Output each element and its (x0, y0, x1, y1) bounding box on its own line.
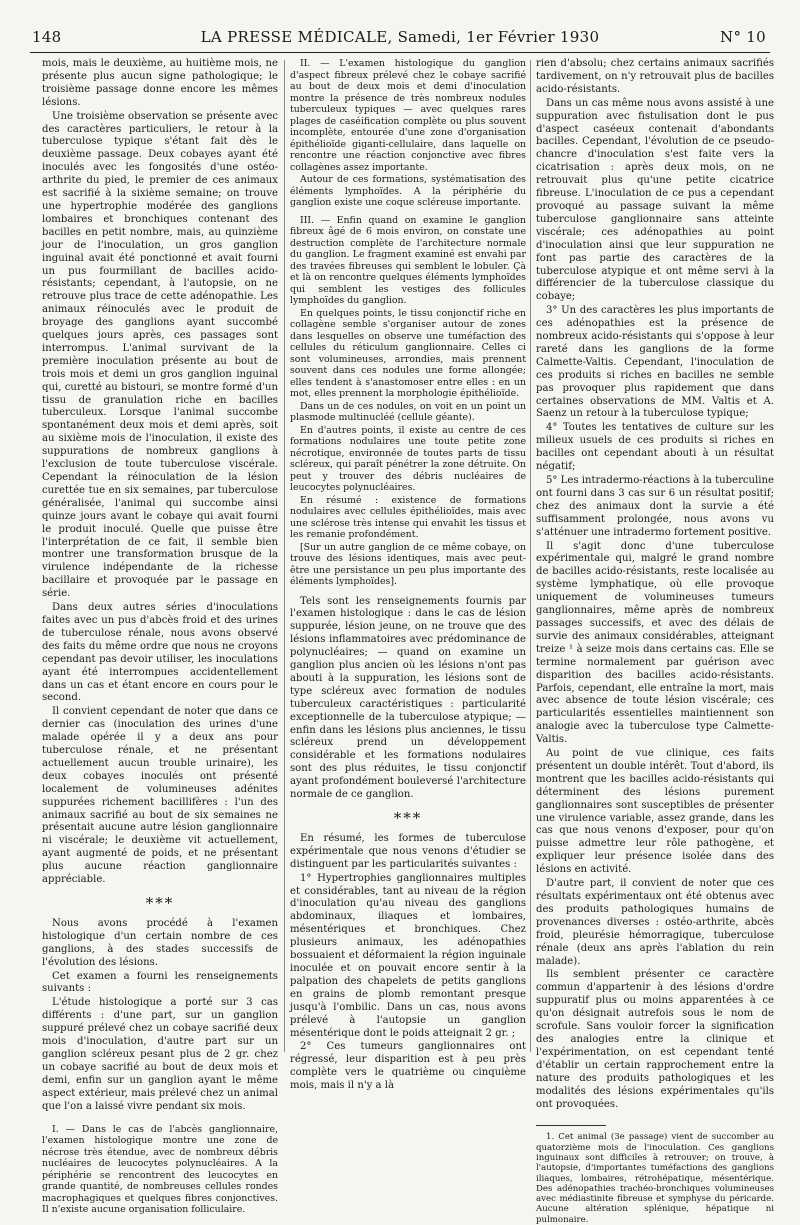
paragraph: III. — Enfin quand on examine le ganglion fibreux âgé de 6 mois environ, on constate une destruction complète de l'architecture normale du ganglion. Le fragment examiné est envahi par des travées fibreuses qui semblent le lobuler. Çà et là on rencontre quelques éléments lymphoïdes qui semblent les vestiges des follicules lymphoïdes du ganglion. (290, 214, 526, 306)
paragraph: rien d'absolu; chez certains animaux sacrifiés tardivement, on n'y retrouvait plus de bacilles acido-résistants. (536, 58, 774, 95)
paragraph: En d'autres points, il existe au centre de ces formations nodulaires une toute petite zone nécrotique, environnée de toutes parts de tissu scléreux, qui paraît pénétrer la zone détruite. On peut y trouver des débris nucléaires de leucocytes polynucléaires. (290, 424, 526, 493)
page-number: 148 (32, 28, 62, 46)
issue-number: N° 10 (720, 28, 766, 46)
paragraph: Autour de ces formations, systématisation des éléments lymphoïdes. A la périphérie du ganglion existe une coque scléreuse importante. (290, 174, 526, 208)
paragraph: [Sur un autre ganglion de ce même cobaye, on trouve des lésions identiques, mais avec peut-être une persistance un peu plus importante des éléments lymphoïdes]. (290, 541, 526, 587)
paragraph: Il s'agit donc d'une tuberculose expérimentale qui, malgré le grand nombre de bacilles acido-résistants, reste localisée au système lymphatique, où elle provoque uniquement de volumineuses tumeurs ganglionnaires, même après de nombreux passages successifs, et avec des délais de survie des animaux considérables, atteignant treize ¹ à seize mois dans certains cas. Elle se termine normalement par guérison avec disparition des bacilles acido-résistants. Parfois, cependant, elle entraîne la mort, mais avec absence de toute lésion viscérale; ces particularités essentielles maintiennent son analogie avec la tuberculose type Calmette-Valtis. (536, 540, 774, 746)
paragraph: 2° Ces tumeurs ganglionnaires ont régressé, leur disparition est à peu près complète vers le quatrième ou cinquième mois, mais il n'y a là (290, 1041, 526, 1092)
section-separator: *** (393, 809, 423, 827)
footnote (536, 1132, 774, 1225)
paragraph: Dans un cas même nous avons assisté à une suppuration avec fistulisation dont le pus d'aspect caséeux contenait d'abondants bacilles. Cependant, l'évolution de ce pseudo-chancre d'inoculation s'est faite vers la cicatrisation : après deux mois, on ne retrouvait plus qu'une petite cicatrice fibreuse. L'inoculation de ce pus a cependant provoqué au passage suivant la même tuberculose ganglionnaire sans atteinte viscérale; ces adénopathies au point d'inoculation ainsi que leur suppuration ne font pas partie des caractères de la tuberculose atypique et ont même servi à la différencier de la tuberculose classique du cobaye; (536, 97, 774, 303)
paragraph: 3° Un des caractères les plus importants de ces adénopathies est la présence de nombreux acido-résistants qui s'oppose à leur rareté dans les ganglions de la forme Calmette-Valtis. Cependant, l'inoculation de ces produits si riches en bacilles ne semble pas provoquer plus rapidement que dans certaines observations de MM. Valtis et A. Saenz un retour à la tuberculose typique; (536, 305, 774, 420)
paragraph: 5° Les intradermo-réactions à la tuberculine ont fourni dans 3 cas sur 6 un résultat positif; chez des animaux dont la survie a été suffisamment prolongée, nous avons vu s'atténuer une intradermo fortement positive. (536, 475, 774, 538)
paragraph: Une troisième observation se présente avec des caractères particuliers, le retour à la tuberculose typique s'étant fait dès le deuxième passage. Deux cobayes ayant été inoculés avec les fongosités d'une ostéo-arthrite du pied, le premier de ces animaux est sacrifié à la sixième semaine; on trouve une hypertrophie modérée des ganglions lombaires et bronchiques contenant des bacilles en petit nombre, mais, au quinzième jour de l'inoculation, un gros ganglion inguinal avait été ponctionné et avait fourni un pus fourmillant de bacilles acido-résistants; cependant, à l'autopsie, on ne retrouve plus trace de cette adénopathie. Les animaux réinoculés avec le produit de broyage des ganglions ayant succombé quelques jours après, ces passages sont interrompus. L'animal survivant de la première inoculation présente au bout de trois mois et demi un gros ganglion inguinal qui, curetté au bistouri, se montre formé d'un tissu de granulation riche en bacilles tuberculeux. Lorsque l'animal succombe spontanément deux mois et demi après, soit au sixième mois de l'inoculation, il existe des suppurations de nombreux ganglions à l'exclusion de toute tuberculose viscérale. Cependant la réinoculation de la lésion curettée tue en six semaines, par tuberculose généralisée, l'animal qui succombe ainsi quinze jours avant le cobaye qui avait fourni le produit inoculé. Quelle que puisse être l'interprétation de ce fait, il semble bien montrer une transformation brusque de la virulence indépendante de la richesse bacillaire et provoquée par le passage en série. (42, 110, 278, 600)
paragraph: Dans deux autres séries d'inoculations faites avec un pus d'abcès froid et des urines de tuberculose rénale, nous avons observé des faits du même ordre que nous ne croyons cependant pas devoir utiliser, les inoculations ayant été interrompues accidentellement dans un cas et étant encore en cours pour le second. (42, 602, 278, 704)
paragraph: En résumé : existence de formations nodulaires avec cellules épithélioïdes, mais avec une sclérose très intense qui envahit les tissus et les remanie profondément. (290, 494, 526, 540)
page-header (24, 28, 776, 50)
paragraph: Ils semblent présenter ce caractère commun d'appartenir à des lésions d'ordre suppuratif plus ou moins apparentées à ce qu'on désignait autrefois sous le nom de scrofule. Sans vouloir forcer la signification des analogies entre la clinique et l'expérimentation, on est cependant tenté d'établir un certain rapprochement entre la nature des produits pathologiques et les modalités des lésions expérimentales qu'ils ont provoquées. (536, 969, 774, 1110)
paragraph: En quelques points, le tissu conjonctif riche en collagène semble s'organiser autour de zones dans lesquelles on observe une tuméfaction des cellules du réticulum ganglionnaire. Celles ci sont volumineuses, arrondies, mais prennent souvent dans ces nodules une forme allongée; elles tendent à s'anastomoser entre elles : en un mot, elles prennent la morphologie épithélioïde. (290, 307, 526, 399)
column-divider (530, 60, 531, 1052)
paragraph: 1° Hypertrophies ganglionnaires multiples et considérables, tant au niveau de la région d'inoculation qu'au niveau des ganglions abdominaux, iliaques et lombaires, mésentériques et bronchiques. Chez plusieurs animaux, les adénopathies bossuaient et déformaient la région inguinale inoculée et on pouvait encore sentir à la palpation des chapelets de petits ganglions en grains de plomb remontant presque jusqu'à l'ombilic. Dans un cas, nous avons prélevé à l'autopsie un ganglion mésentérique dont le poids atteignait 2 gr. ; (290, 872, 526, 1039)
column-1 (42, 58, 278, 1216)
paragraph: mois, mais le deuxième, au huitième mois, ne présente plus aucun signe pathologique; le troisième passage donne encore les mêmes lésions. (42, 58, 278, 108)
paragraph: II. — L'examen histologique du ganglion d'aspect fibreux prélevé chez le cobaye sacrifié au bout de deux mois et demi d'inoculation montre la présence de très nombreux nodules tuberculeux typiques — avec quelques rares plages de caséification complète ou plus souvent incomplète, entourée d'une zone d'organisation épithélioïde giganti-cellulaire, dans laquelle on rencontre une réaction conjonctive avec fibres collagènes assez importante. (290, 58, 526, 173)
header-rule (30, 52, 770, 53)
paragraph: Dans un de ces nodules, on voit en un point un plasmode multinucléé (cellule géante). (290, 400, 526, 423)
paragraph: Il convient cependant de noter que dans ce dernier cas (inoculation des urines d'une malade opérée il y a deux ans pour tuberculose rénale, et ne présentant actuellement aucun trouble urinaire), les deux cobayes inoculés ont présenté localement de volumineuses adénites suppurées richement bacillifères : l'un des animaux sacrifié au bout de six semaines ne présentait aucune autre lésion ganglionnaire ni viscérale; le deuxième vit actuellement, ayant augmenté de poids, et ne présentant plus aucune réaction ganglionnaire appréciable. (42, 706, 278, 886)
section-separator: *** (145, 894, 175, 912)
journal-title: LA PRESSE MÉDICALE, Samedi, 1er Février 1930 (200, 28, 600, 46)
footnote-text: 1. Cet animal (3e passage) vient de succomber au quatorzième mois de l'inoculation. Ces ganglions inguinaux sont difficiles à retrouver; on trouve, à l'autopsie, d'importantes tuméfactions des ganglions iliaques, lombaires, rétrohépatique, mésentérique. Des adénopathies trachéo-bronchiques volumineuses avec médiastinite fibreuse et symphyse du péricarde. Aucune altération splénique, hépatique ni pulmonaire. (536, 1132, 774, 1225)
paragraph: Nous avons procédé à l'examen histologique d'un certain nombre de ces ganglions, à des stades successifs de l'évolution des lésions. (42, 917, 278, 968)
paragraph: D'autre part, il convient de noter que ces résultats expérimentaux ont été obtenus avec des produits pathologiques humains de provenances diverses : ostéo-arthrite, abcès froid, pleurésie hémorragique, tuberculose rénale (deux ans après l'ablation du rein malade). (536, 878, 774, 967)
paragraph: En résumé, les formes de tuberculose expérimentale que nous venons d'étudier se distinguent par les particularités suivantes : (290, 832, 526, 870)
column-3 (536, 58, 774, 1225)
paragraph: Tels sont les renseignements fournis par l'examen histologique : dans le cas de lésion suppurée, lésion jeune, on ne trouve que des lésions inflammatoires avec prédominance de polynucléaires; — quand on examine un ganglion plus ancien où les lésions n'ont pas abouti à la suppuration, les lésions sont de type scléreux avec formation de nodules tuberculeux caractéristiques : particularité exceptionnelle de la tuberculose atypique; — enfin dans les lésions plus anciennes, le tissu scléreux prend un développement considérable et les formations nodulaires sont des plus réduites, le tissu conjonctif ayant profondément bouleversé l'architecture normale de ce ganglion. (290, 595, 526, 801)
paragraph: L'étude histologique a porté sur 3 cas différents : d'une part, sur un ganglion suppuré prélevé chez un cobaye sacrifié deux mois d'inoculation, d'autre part sur un ganglion scléreux pesant plus de 2 gr. chez un cobaye sacrifié au bout de deux mois et demi, enfin sur un ganglion ayant le même aspect extérieur, mais prélevé chez un animal que l'on a laissé vivre pendant six mois. (42, 997, 278, 1112)
paragraph: 4° Toutes les tentatives de culture sur les milieux usuels de ces produits si riches en bacilles ont cependant abouti à un résultat négatif; (536, 422, 774, 473)
paragraph: Cet examen a fourni les renseignements suivants : (42, 970, 278, 995)
column-divider (284, 60, 285, 1052)
paragraph: Au point de vue clinique, ces faits présentent un double intérêt. Tout d'abord, ils montrent que les bacilles acido-résistants qui déterminent des lésions purement ganglionnaires sont susceptibles de présenter une virulence variable, assez grande, dans les cas que nous venons d'exposer, pour qu'on puisse admettre leur rôle pathogène, et expliquer leur présence isolée dans des lésions en activité. (536, 748, 774, 876)
column-2 (290, 58, 526, 1093)
footnote-rule (536, 1125, 606, 1126)
paragraph: I. — Dans le cas de l'abcès ganglionnaire, l'examen histologique montre une zone de nécrose très étendue, avec de nombreux débris nucléaires de leucocytes polynucléaires. A la périphérie se rencontrent des leucocytes en grande quantité, de nombreuses cellules rondes macrophagiques et quelques fibres conjonctives. Il n'existe aucune organisation folliculaire. (42, 1123, 278, 1215)
